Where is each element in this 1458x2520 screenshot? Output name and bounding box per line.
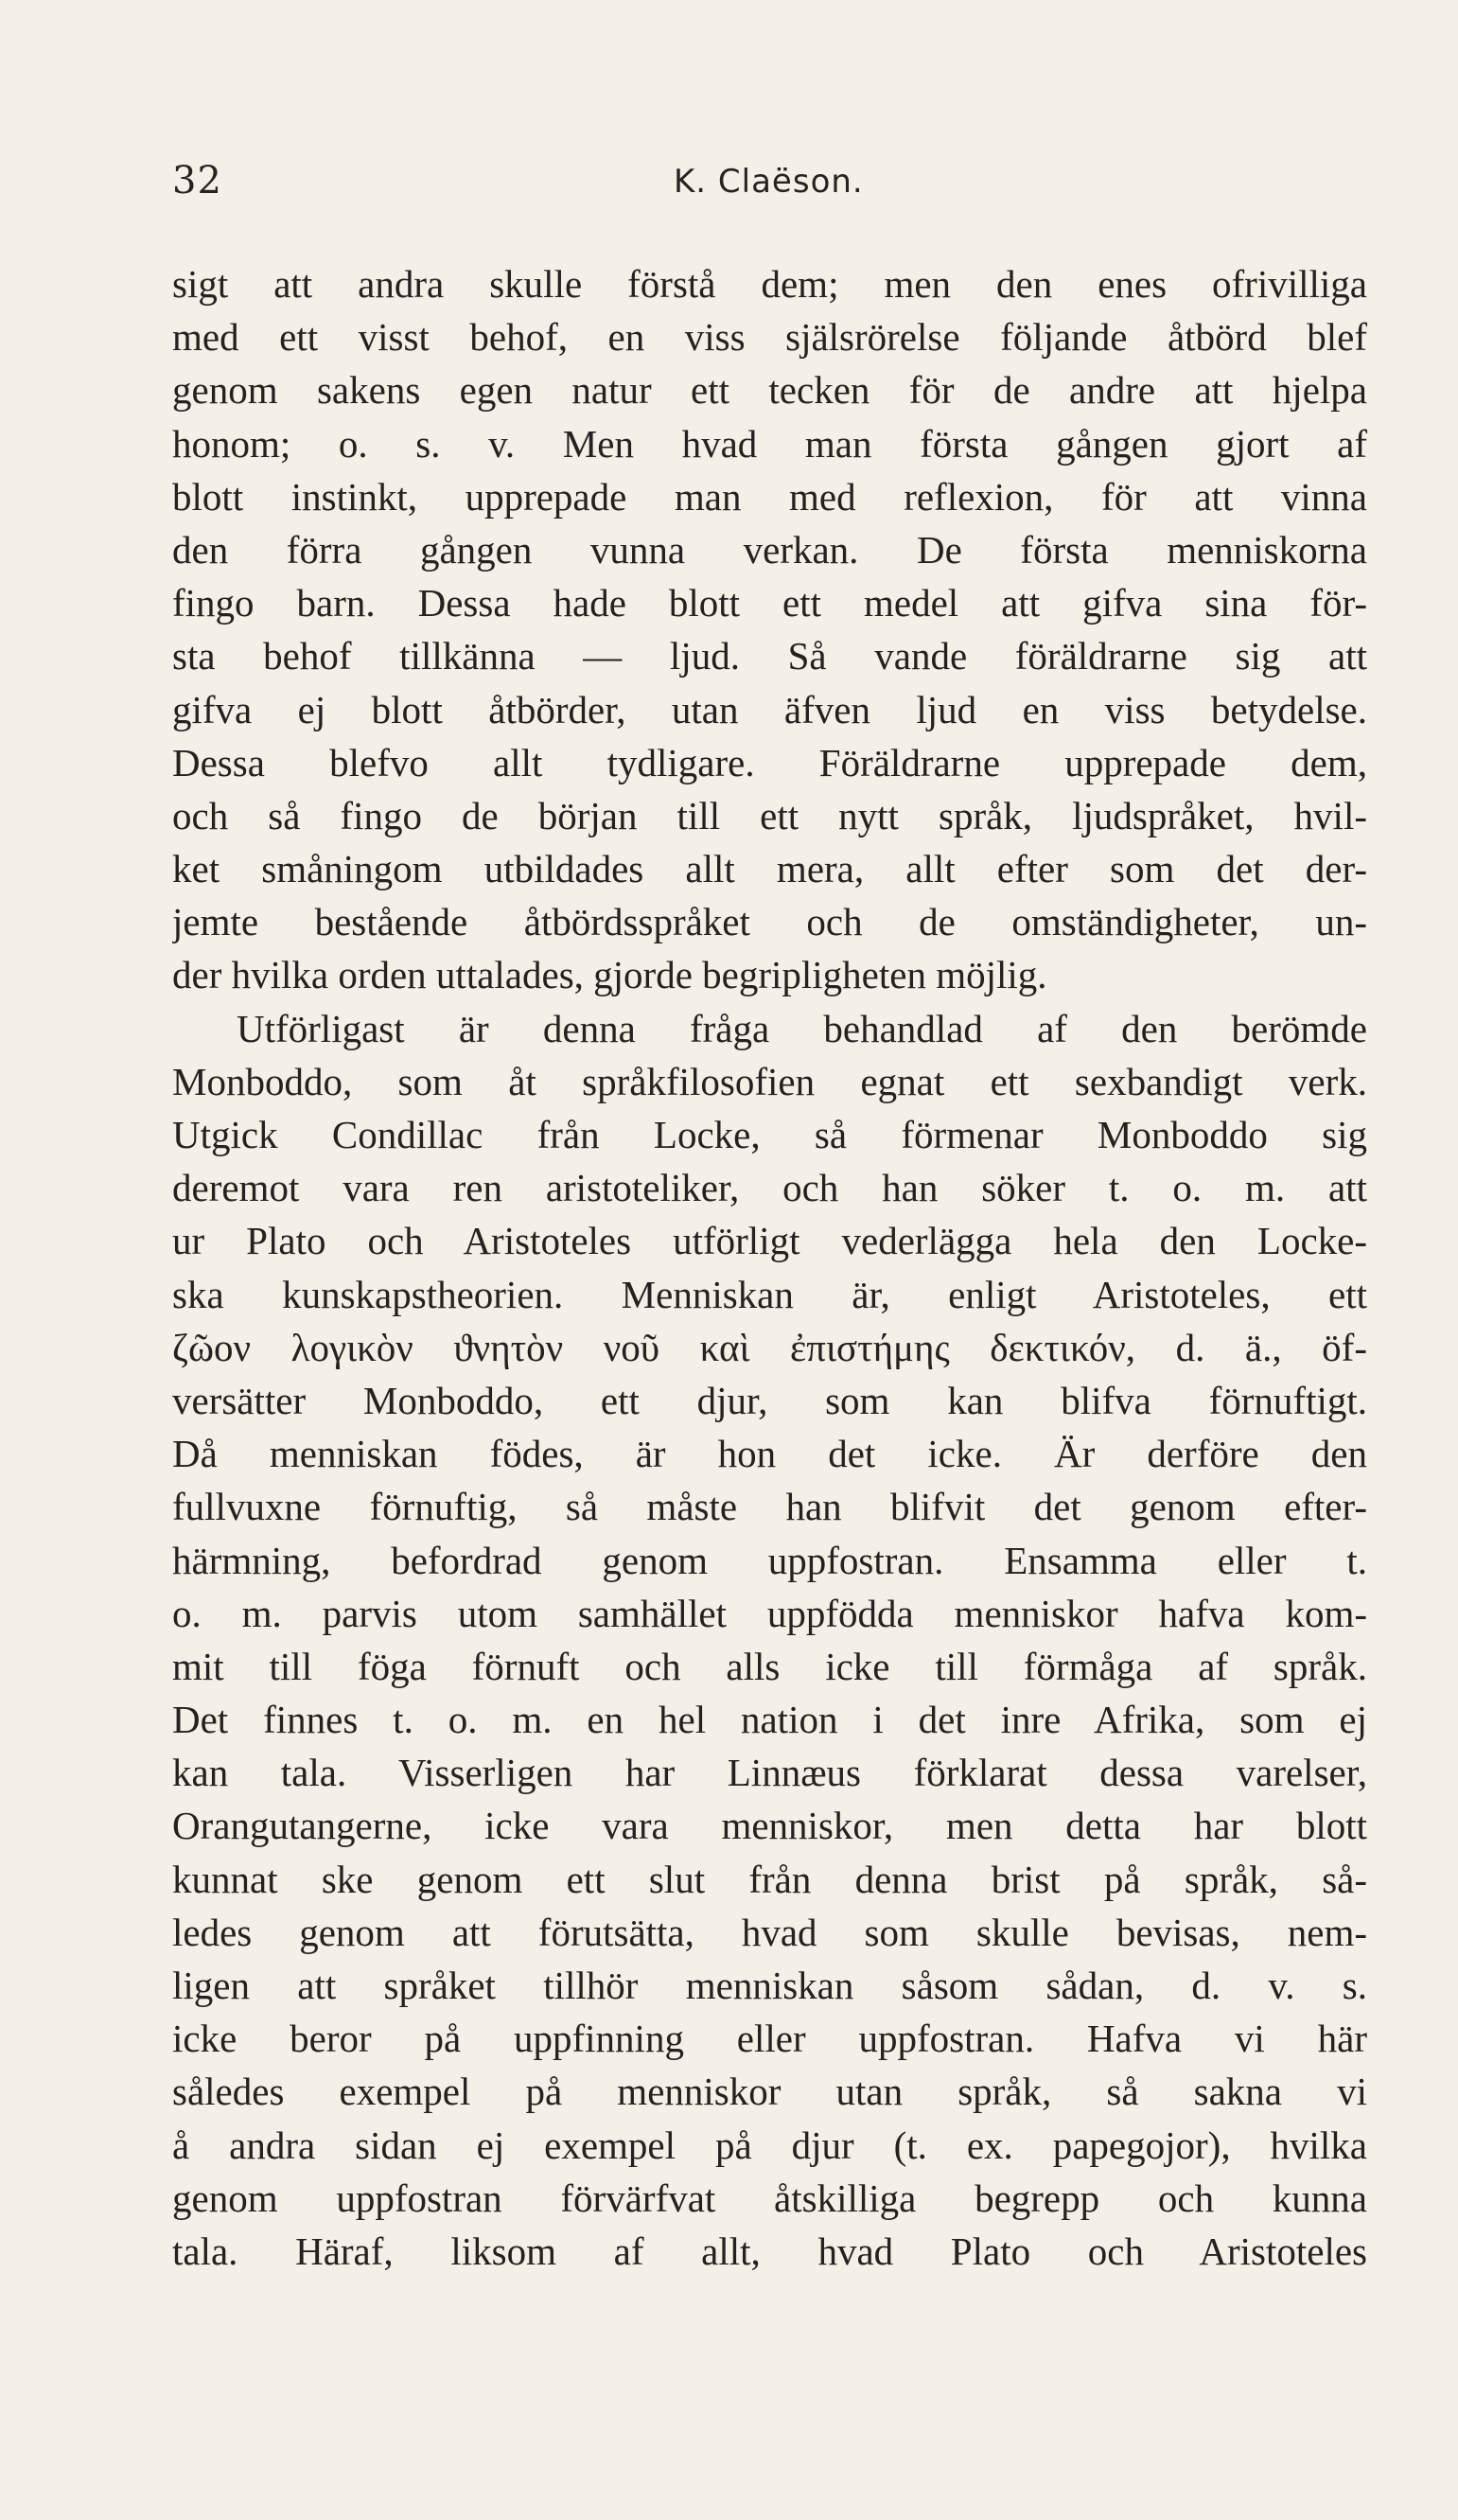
running-head: K. Claëson. — [674, 163, 864, 201]
text-line: tala. Häraf, liksom af allt, hvad Plato och Aristoteles — [172, 2229, 1367, 2273]
text-line: genom uppfostran förvärfvat åtskilliga begrepp och kunna — [172, 2176, 1367, 2220]
text-line: ska kunskapstheorien. Menniskan är, enligt Aristoteles, ett — [172, 1272, 1367, 1316]
text-line: således exempel på menniskor utan språk, så sakna vi — [172, 2070, 1367, 2114]
text-line: Då menniskan födes, är hon det icke. Är derföre den — [172, 1432, 1367, 1476]
text-line: versätter Monboddo, ett djur, som kan blifva förnuftigt. — [172, 1378, 1367, 1422]
body-text — [172, 257, 1367, 2278]
text-line: ligen att språket tillhör menniskan såsom sådan, d. v. s. — [172, 1964, 1367, 2007]
text-line: honom; o. s. v. Men hvad man första gången gjort af — [172, 421, 1367, 466]
text-line: kan tala. Visserligen har Linnæus förklarat dessa varelser, — [172, 1751, 1367, 1795]
text-line: der hvilka orden uttalades, gjorde begripligheten möjlig. — [172, 953, 1047, 997]
text-line: gifva ej blott åtbörder, utan äfven ljud en viss betydelse. — [172, 687, 1367, 731]
text-line: genom sakens egen natur ett tecken för de andre att hjelpa — [172, 368, 1367, 413]
text-line: med ett visst behof, en viss själsrörelse följande åtbörd blef — [172, 315, 1367, 360]
text-line: å andra sidan ej exempel på djur (t. ex. papegojor), hvilka — [172, 2123, 1367, 2167]
text-line: Orangutangerne, icke vara menniskor, men detta har blott — [172, 1804, 1367, 1848]
text-line: sta behof tillkänna — ljud. Så vande föräldrarne sig att — [172, 634, 1367, 678]
text-line: deremot vara ren aristoteliker, och han söker t. o. m. att — [172, 1166, 1367, 1210]
text-line: fingo barn. Dessa hade blott ett medel att gifva sina för- — [172, 581, 1367, 626]
text-line: fullvuxne förnuftig, så måste han blifvit det genom efter- — [172, 1485, 1367, 1529]
text-line: jemte bestående åtbördsspråket och de omständigheter, un- — [172, 900, 1367, 944]
text-line: Det finnes t. o. m. en hel nation i det inre Afrika, som ej — [172, 1698, 1367, 1742]
text-line: Utförligast är denna fråga behandlad af den berömde — [237, 1006, 1367, 1050]
text-line: ur Plato och Aristoteles utförligt vederlägga hela den Locke- — [172, 1219, 1367, 1263]
text-line: sigt att andra skulle förstå dem; men den enes ofrivilliga — [172, 262, 1367, 306]
text-line: mit till föga förnuft och alls icke till förmåga af språk. — [172, 1644, 1367, 1688]
page-number: 32 — [172, 159, 222, 203]
text-line: härmning, befordrad genom uppfostran. Ensamma eller t. — [172, 1538, 1367, 1582]
text-line: o. m. parvis utom samhället uppfödda menniskor hafva kom- — [172, 1591, 1367, 1635]
text-line: Utgick Condillac från Locke, så förmenar Monboddo sig — [172, 1113, 1367, 1156]
text-line: Dessa blefvo allt tydligare. Föräldrarne upprepade dem, — [172, 740, 1367, 784]
text-line: Monboddo, som åt språkfilosofien egnat ett sexbandigt verk. — [172, 1059, 1367, 1103]
page-header — [172, 159, 1364, 216]
text-line: blott instinkt, upprepade man med reflexion, för att vinna — [172, 474, 1367, 519]
text-line: och så fingo de början till ett nytt språk, ljudspråket, hvil- — [172, 793, 1367, 837]
text-line: ζῶον λογικὸν ϑνητὸν νοῦ καὶ ἐπιστήμης δεκτικόν, d. ä., öf- — [172, 1325, 1367, 1369]
text-line: ledes genom att förutsätta, hvad som skulle bevisas, nem- — [172, 1910, 1367, 1954]
text-line: den förra gången vunna verkan. De första menniskorna — [172, 527, 1367, 572]
text-line: icke beror på uppfinning eller uppfostran. Hafva vi här — [172, 2017, 1367, 2061]
text-line: ket småningom utbildades allt mera, allt efter som det der- — [172, 847, 1367, 891]
text-line: kunnat ske genom ett slut från denna brist på språk, så- — [172, 1857, 1367, 1901]
